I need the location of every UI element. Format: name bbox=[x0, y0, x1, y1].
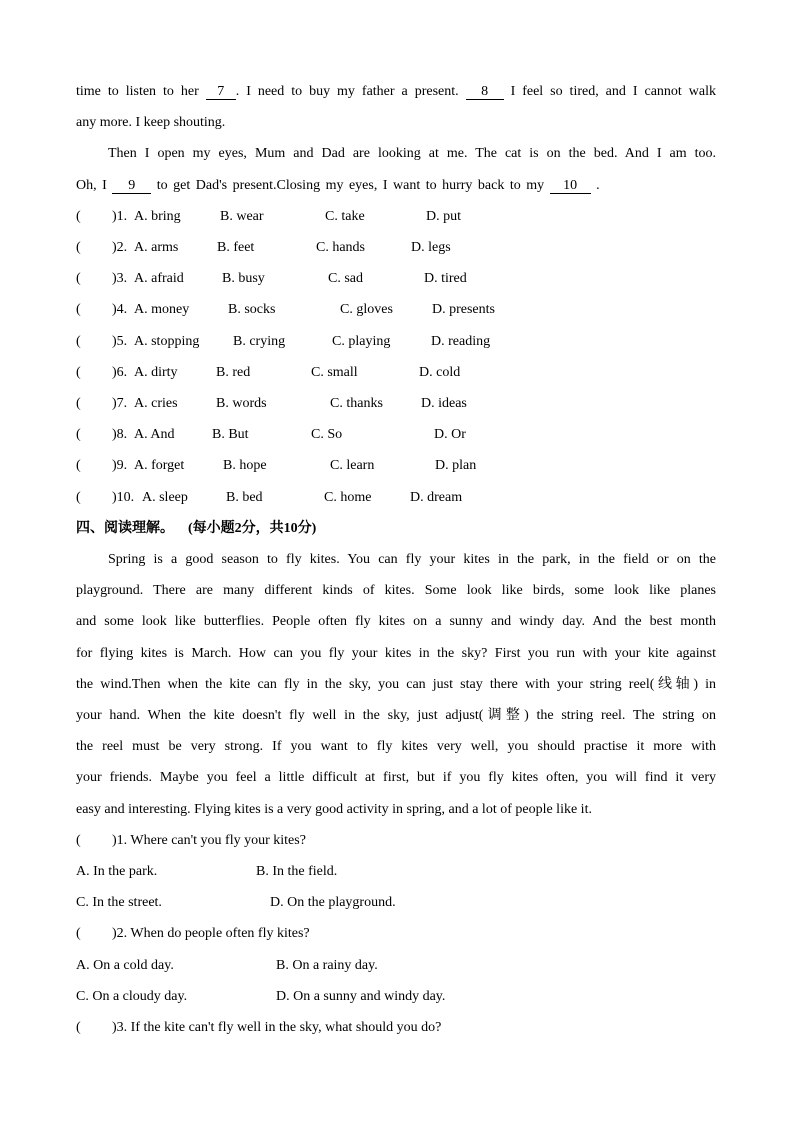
cloze-question-4 bbox=[76, 300, 716, 320]
question-number: )2. bbox=[112, 240, 128, 255]
answer-bracket: ( bbox=[76, 302, 81, 317]
option-a: A. And bbox=[134, 427, 175, 442]
option-b: B. words bbox=[216, 396, 267, 411]
question-number: )10. bbox=[112, 490, 135, 505]
passage-line: easy and interesting. Flying kites is a very good activity in spring, and a lot of people like it. bbox=[76, 802, 592, 817]
answer-bracket: ( bbox=[76, 396, 81, 411]
question-number: )4. bbox=[112, 302, 128, 317]
reading-options-row bbox=[76, 862, 716, 882]
cloze-question-9 bbox=[76, 456, 716, 476]
option-a: A. cries bbox=[134, 396, 178, 411]
option-d: D. ideas bbox=[421, 396, 467, 411]
reading-options-row bbox=[76, 893, 716, 913]
option-d: D. Or bbox=[434, 427, 466, 442]
option-c: C. So bbox=[311, 427, 343, 442]
passage-line: and some look like butterflies. People often fly kites on a sunny and windy day. And the best month bbox=[76, 614, 716, 629]
reading-options-row bbox=[76, 987, 716, 1007]
section-heading bbox=[76, 519, 716, 539]
option-d: D. presents bbox=[432, 302, 495, 317]
cloze-line-3: Then I open my eyes, Mum and Dad are looking at me. The cat is on the bed. And I am too. bbox=[108, 146, 716, 161]
option-c: C. In the street. bbox=[76, 895, 162, 910]
cloze-question-8 bbox=[76, 425, 716, 445]
option-a: A. On a cold day. bbox=[76, 958, 174, 973]
blank-9: 9 bbox=[112, 178, 151, 194]
option-a: A. dirty bbox=[134, 365, 178, 380]
cloze-text: to get Dad's present.Closing my eyes, I want to hurry back to my bbox=[156, 178, 545, 193]
option-c: C. take bbox=[325, 209, 365, 224]
passage-line: your hand. When the kite doesn't fly well in the sky, just adjust(调整) the string reel. The string on bbox=[76, 708, 716, 723]
option-c: C. hands bbox=[316, 240, 365, 255]
reading-question-2 bbox=[76, 924, 716, 944]
passage-line: playground. There are many different kinds of kites. Some look like birds, some look like planes bbox=[76, 583, 716, 598]
passage-line: Spring is a good season to fly kites. You can fly your kites in the park, in the field or on the bbox=[108, 552, 716, 567]
option-b: B. bed bbox=[226, 490, 263, 505]
option-b: B. crying bbox=[233, 334, 286, 349]
cloze-question-1 bbox=[76, 207, 716, 227]
question-number: )8. bbox=[112, 427, 128, 442]
option-a: A. sleep bbox=[142, 490, 188, 505]
passage-line: your friends. Maybe you feel a little difficult at first, but if you fly kites often, you will find it very bbox=[76, 770, 716, 785]
option-b: B. wear bbox=[220, 209, 264, 224]
answer-bracket: ( bbox=[76, 271, 81, 286]
answer-bracket: ( bbox=[76, 490, 81, 505]
answer-bracket: ( bbox=[76, 458, 81, 473]
answer-bracket: ( bbox=[76, 833, 81, 848]
option-d: D. tired bbox=[424, 271, 467, 286]
cloze-question-3 bbox=[76, 269, 716, 289]
answer-bracket: ( bbox=[76, 240, 81, 255]
option-a: A. forget bbox=[134, 458, 185, 473]
option-a: A. afraid bbox=[134, 271, 184, 286]
answer-bracket: ( bbox=[76, 427, 81, 442]
option-b: B. In the field. bbox=[256, 864, 338, 879]
option-b: B. But bbox=[212, 427, 249, 442]
question-number: )1. bbox=[112, 209, 128, 224]
option-b: B. On a rainy day. bbox=[276, 958, 378, 973]
option-d: D. cold bbox=[419, 365, 461, 380]
cloze-line-1 bbox=[76, 82, 716, 102]
cloze-line-4 bbox=[76, 176, 716, 196]
answer-bracket: ( bbox=[76, 365, 81, 380]
option-a: A. arms bbox=[134, 240, 179, 255]
cloze-text: Oh, I bbox=[76, 178, 107, 193]
passage-line: the wind.Then when the kite can fly in the sky, you can just stay there with your string reel(线轴) in bbox=[76, 677, 716, 692]
blank-8: 8 bbox=[466, 84, 504, 100]
cloze-text: time to listen to her bbox=[76, 84, 199, 99]
reading-question-1 bbox=[76, 831, 716, 851]
answer-bracket: ( bbox=[76, 209, 81, 224]
option-d: D. legs bbox=[411, 240, 451, 255]
option-c: C. learn bbox=[330, 458, 375, 473]
cloze-question-5 bbox=[76, 332, 716, 352]
section-title: 四、阅读理解。 bbox=[76, 521, 174, 536]
option-c: C. home bbox=[324, 490, 372, 505]
cloze-question-2 bbox=[76, 238, 716, 258]
cloze-question-10 bbox=[76, 488, 716, 508]
option-a: A. stopping bbox=[134, 334, 200, 349]
option-d: D. put bbox=[426, 209, 461, 224]
answer-bracket: ( bbox=[76, 926, 81, 941]
cloze-question-7 bbox=[76, 394, 716, 414]
cloze-text: . bbox=[596, 178, 600, 193]
option-c: C. sad bbox=[328, 271, 363, 286]
question-number: )3. bbox=[112, 271, 128, 286]
option-b: B. hope bbox=[223, 458, 267, 473]
cloze-text: I feel so tired, and I cannot walk bbox=[510, 84, 716, 99]
option-a: A. bring bbox=[134, 209, 181, 224]
option-c: C. playing bbox=[332, 334, 391, 349]
option-b: B. busy bbox=[222, 271, 265, 286]
question-stem: )2. When do people often fly kites? bbox=[112, 926, 310, 941]
blank-10: 10 bbox=[550, 178, 591, 194]
question-stem: )3. If the kite can't fly well in the sky, what should you do? bbox=[112, 1020, 442, 1035]
question-number: )9. bbox=[112, 458, 128, 473]
passage-line: for flying kites is March. How can you fly your kites in the sky? First you run with your kite against bbox=[76, 646, 716, 661]
option-d: D. On the playground. bbox=[270, 895, 396, 910]
blank-7: 7 bbox=[206, 84, 236, 100]
question-number: )5. bbox=[112, 334, 128, 349]
option-c: C. gloves bbox=[340, 302, 393, 317]
cloze-question-6 bbox=[76, 363, 716, 383]
reading-question-3 bbox=[76, 1018, 716, 1038]
answer-bracket: ( bbox=[76, 1020, 81, 1035]
reading-options-row bbox=[76, 956, 716, 976]
option-c: C. thanks bbox=[330, 396, 383, 411]
answer-bracket: ( bbox=[76, 334, 81, 349]
option-b: B. feet bbox=[217, 240, 255, 255]
option-d: D. dream bbox=[410, 490, 463, 505]
cloze-text: . I need to buy my father a present. bbox=[235, 84, 459, 99]
option-b: B. socks bbox=[228, 302, 276, 317]
option-d: D. plan bbox=[435, 458, 477, 473]
option-d: D. On a sunny and windy day. bbox=[276, 989, 446, 1004]
option-c: C. small bbox=[311, 365, 358, 380]
question-number: )7. bbox=[112, 396, 128, 411]
option-d: D. reading bbox=[431, 334, 491, 349]
option-a: A. money bbox=[134, 302, 190, 317]
score-note: (每小题2分，共10分) bbox=[188, 521, 317, 536]
option-c: C. On a cloudy day. bbox=[76, 989, 188, 1004]
passage-line: the reel must be very strong. If you want to fly kites very well, you should practise it more with bbox=[76, 739, 716, 754]
question-number: )6. bbox=[112, 365, 128, 380]
option-b: B. red bbox=[216, 365, 251, 380]
cloze-line-2: any more. I keep shouting. bbox=[76, 115, 226, 130]
question-stem: )1. Where can't you fly your kites? bbox=[112, 833, 306, 848]
option-a: A. In the park. bbox=[76, 864, 158, 879]
